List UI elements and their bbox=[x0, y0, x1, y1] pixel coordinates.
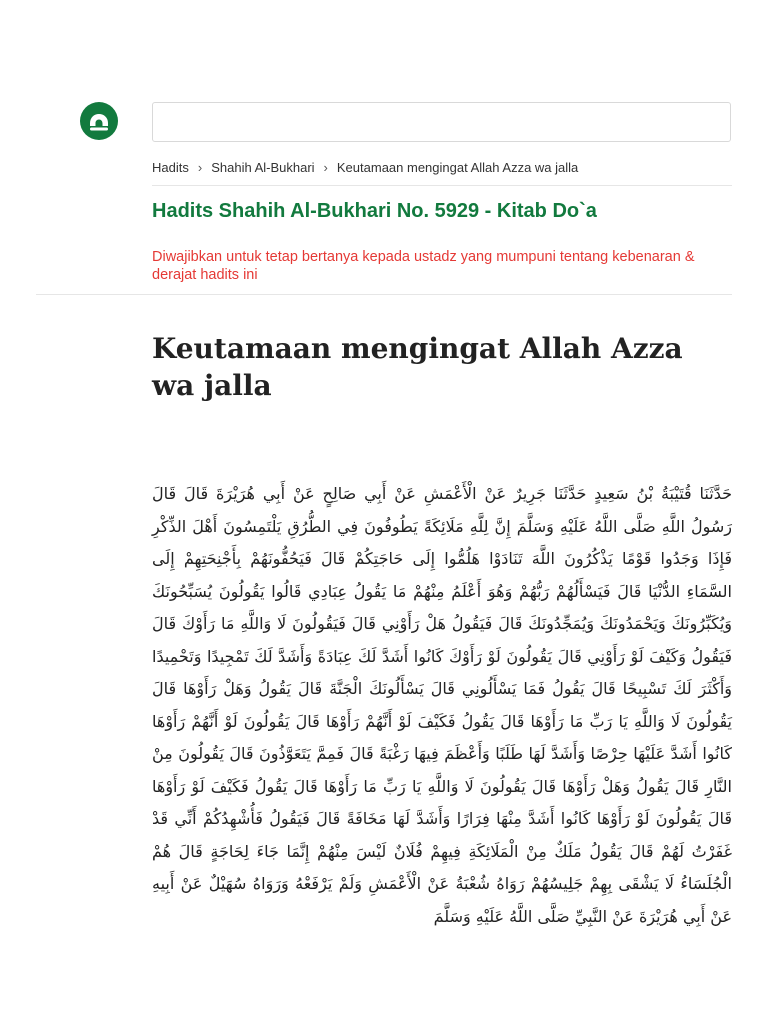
breadcrumb-item-hadits[interactable]: Hadits bbox=[152, 160, 189, 175]
verification-warning: Diwajibkan untuk tetap bertanya kepada ustadz yang mumpuni tentang kebenaran & derajat hadits ini bbox=[152, 249, 695, 283]
hadits-logo-icon[interactable] bbox=[80, 102, 118, 140]
search-input[interactable] bbox=[152, 102, 731, 142]
breadcrumb-item-current: Keutamaan mengingat Allah Azza wa jalla bbox=[336, 160, 579, 175]
arabic-hadith-text: حَدَّثَنَا قُتَيْبَةُ بْنُ سَعِيدٍ حَدَّثَنَا جَرِيرٌ عَنْ الْأَعْمَشِ عَنْ أَبِي صَالِحٍ عَنْ أَبِي هُرَيْرَةَ قَالَ قَالَ رَسُولُ اللَّهِ صَلَّى اللَّهُ عَلَيْهِ وَسَلَّمَ إِنَّ لِلَّهِ مَلَائِكَةً يَطُوفُونَ فِي الطُّرُقِ يَلْتَمِسُونَ أَهْلَ الذِّكْرِ فَإِذَا وَجَدُوا قَوْمًا يَذْكُرُونَ اللَّهَ تَنَادَوْا هَلُمُّوا إِلَى حَاجَتِكُمْ قَالَ فَيَحُفُّونَهُمْ بِأَجْنِحَتِهِمْ إِلَى السَّمَاءِ الدُّنْيَا قَالَ فَيَسْأَلُهُمْ رَبُّهُمْ وَهُوَ أَعْلَمُ مِنْهُمْ مَا يَقُولُ عِبَادِي قَالُوا يَقُولُونَ يُسَبِّحُونَكَ وَيُكَبِّرُونَكَ وَيَحْمَدُونَكَ وَيُمَجِّدُونَكَ قَالَ فَيَقُولُ هَلْ رَأَوْنِي قَالَ فَيَقُولُونَ لَا وَاللَّهِ مَا رَأَوْكَ قَالَ فَيَقُولُ وَكَيْفَ لَوْ رَأَوْنِي قَالَ يَقُولُونَ لَوْ رَأَوْكَ كَانُوا أَشَدَّ لَكَ عِبَادَةً وَأَشَدَّ لَكَ تَمْجِيدًا وَتَحْمِيدًا وَأَكْثَرَ لَكَ تَسْبِيحًا قَالَ يَقُولُ فَمَا يَسْأَلُونِي قَالَ يَسْأَلُونَكَ الْجَنَّةَ قَالَ يَقُولُ وَهَلْ رَأَوْهَا قَالَ يَقُولُونَ لَا وَاللَّهِ يَا رَبِّ مَا رَأَوْهَا قَالَ يَقُولُ فَكَيْفَ لَوْ أَنَّهُمْ رَأَوْهَا قَالَ يَقُولُونَ لَوْ أَنَّهُمْ رَأَوْهَا كَانُوا أَشَدَّ عَلَيْهَا حِرْصًا وَأَشَدَّ لَهَا طَلَبًا وَأَعْظَمَ فِيهَا رَغْبَةً قَالَ فَمِمَّ يَتَعَوَّذُونَ قَالَ يَقُولُونَ مِنْ النَّارِ قَالَ يَقُولُ وَهَلْ رَأَوْهَا قَالَ يَقُولُونَ لَا وَاللَّهِ يَا رَبِّ مَا رَأَوْهَا قَالَ يَقُولُ فَكَيْفَ لَوْ رَأَوْهَا قَالَ يَقُولُونَ لَوْ رَأَوْهَا كَانُوا أَشَدَّ مِنْهَا فِرَارًا وَأَشَدَّ لَهَا مَخَافَةً قَالَ فَيَقُولُ فَأُشْهِدُكُمْ أَنِّي قَدْ غَفَرْتُ لَهُمْ قَالَ يَقُولُ مَلَكٌ مِنْ الْمَلَائِكَةِ فِيهِمْ فُلَانٌ لَيْسَ مِنْهُمْ إِنَّمَا جَاءَ لِحَاجَةٍ قَالَ هُمْ الْجُلَسَاءُ لَا يَشْقَى بِهِمْ جَلِيسُهُمْ رَوَاهُ شُعْبَةُ عَنْ الْأَعْمَشِ وَلَمْ يَرْفَعْهُ وَرَوَاهُ سُهَيْلٌ عَنْ أَبِيهِ عَنْ أَبِي هُرَيْرَةَ عَنْ النَّبِيِّ صَلَّى اللَّهُ عَلَيْهِ وَسَلَّمَ bbox=[152, 484, 732, 926]
breadcrumb-separator: › bbox=[197, 160, 203, 175]
chapter-title: Keutamaan mengingat Allah Azza wa jalla bbox=[152, 332, 683, 402]
breadcrumb-divider bbox=[152, 185, 732, 186]
breadcrumb-item-shahih-al-bukhari[interactable]: Shahih Al-Bukhari bbox=[211, 160, 315, 175]
breadcrumb bbox=[152, 160, 732, 175]
logo-mark bbox=[80, 102, 118, 140]
breadcrumb-separator: › bbox=[323, 160, 328, 175]
hadith-title: Hadits Shahih Al-Bukhari No. 5929 - Kitab Do`a bbox=[152, 200, 597, 222]
header-divider bbox=[36, 294, 732, 295]
